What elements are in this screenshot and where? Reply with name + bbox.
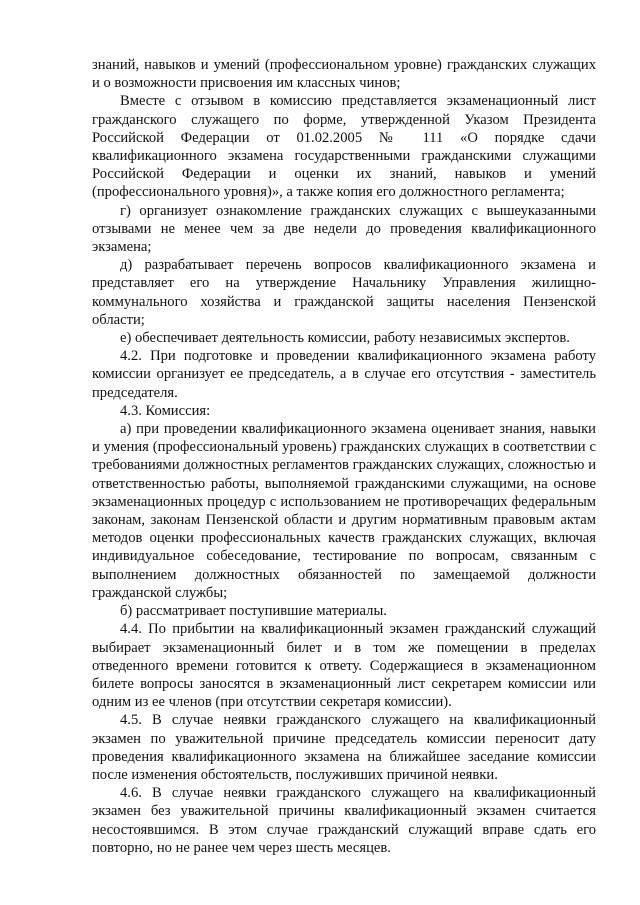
paragraph-item-d: д) разрабатывает перечень вопросов квалификационного экзамена и представляет его на утверждение Начальнику Управления жилищно-коммунального хозяйства и гражданской защиты населения Пензенской области; [92, 257, 596, 328]
paragraph-4-4: 4.4. По прибытии на квалификационный экзамен гражданский служащий выбирает экзаменационный билет и в том же помещении в пределах отведенного времени готовится к ответу. Содержащиеся в экзаменационном билете вопросы заносятся в экзаменационный лист секретарем комиссии или одним из ее членов (при отсутствии секретаря комиссии). [92, 621, 596, 711]
paragraph-4-3: 4.3. Комиссия: [120, 402, 211, 419]
paragraph-4-2: 4.2. При подготовке и проведении квалификационного экзамена работу комиссии организует ее председатель, а в случае его отсутствия - заместитель председателя. [92, 348, 596, 401]
document-body [92, 56, 596, 857]
paragraph-4-5: 4.5. В случае неявки гражданского служащего на квалификационный экзамен по уважительной причине председатель комиссии переносит дату проведения квалификационного экзамена на ближайшее заседание комиссии после изменения обстоятельств, послуживших причиной неявки. [92, 712, 596, 783]
paragraph-exam-sheet: Вместе с отзывом в комиссию представляется экзаменационный лист гражданского служащего по форме, утвержденной Указом Президента Российской Федерации от 01.02.2005 № 111 «О порядке сдачи квалификационного экзамена государственными гражданскими служащими Российской Федерации и оценки их знаний, навыков и умений (профессионального уровня)», а также копия его должностного регламента; [92, 93, 596, 201]
paragraph-continuation: знаний, навыков и умений (профессиональном уровне) гражданских служащих и о возможности присвоения им классных чинов; [92, 57, 596, 92]
paragraph-4-6: 4.6. В случае неявки гражданского служащего на квалификационный экзамен без уважительной причины квалификационный экзамен считается несостоявшимся. В этом случае гражданский служащий вправе сдать его повторно, но не ранее чем через шесть месяцев. [92, 785, 596, 856]
paragraph-item-e: е) обеспечивает деятельность комиссии, работу независимых экспертов. [120, 330, 570, 347]
paragraph-item-b: б) рассматривает поступившие материалы. [120, 603, 387, 620]
paragraph-item-a: а) при проведении квалификационного экзамена оценивает знания, навыки и умения (профессиональный уровень) гражданских служащих в соответствии с требованиями должностных регламентов гражданских служащих, сложностью и ответственностью работы, выполняемой гражданскими служащими, на основе экзаменационных процедур с использованием не противоречащих федеральным законам, законам Пензенской области и другим нормативным правовым актам методов оценки профессиональных качеств гражданских служащих, включая индивидуальное собеседование, тестирование по вопросам, связанным с выполнением должностных обязанностей по замещаемой должности гражданской службы; [92, 421, 596, 601]
paragraph-item-g: г) организует ознакомление гражданских служащих с вышеуказанными отзывами не менее чем за две недели до проведения квалификационного экзамена; [92, 202, 596, 256]
